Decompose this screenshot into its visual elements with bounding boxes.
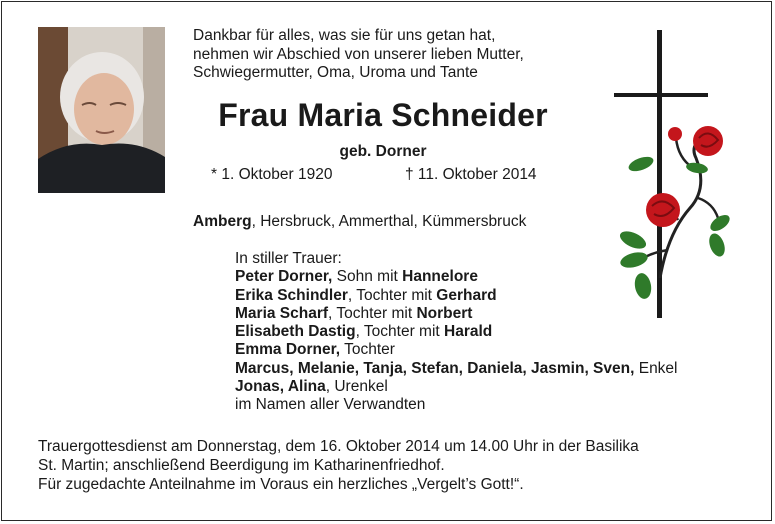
mourners-header: In stiller Trauer: <box>235 250 342 267</box>
places-line <box>193 213 526 231</box>
mourner-name: Jonas, Alina <box>235 378 326 396</box>
death-date: † 11. Oktober 2014 <box>405 166 537 183</box>
mourner-name: Erika Schindler <box>235 286 348 304</box>
intro-line: nehmen wir Abschied von unserer lieben Mutter, <box>193 45 524 63</box>
footer-text <box>38 437 738 494</box>
rose-icon <box>646 193 680 227</box>
leaf-icon <box>619 250 650 271</box>
mourner-partner: Gerhard <box>436 286 497 304</box>
footer-line: Trauergottesdienst am Donnerstag, dem 16. Oktober 2014 um 14.00 Uhr in der Basilika <box>38 438 639 455</box>
rose-icon <box>693 126 723 156</box>
mourner-partner: Norbert <box>416 304 473 322</box>
mourner-name: Emma Dorner, <box>235 341 341 359</box>
place-others: , Hersbruck, Ammerthal, Kümmersbruck <box>251 213 527 230</box>
mourner-relation: , Tochter mit <box>355 323 445 341</box>
leaf-icon <box>708 212 733 234</box>
mourner-relation: Tochter <box>340 341 395 359</box>
intro-text <box>193 27 568 83</box>
footer-line: Für zugedachte Anteilnahme im Voraus ein herzliches „Vergelt’s Gott!“. <box>38 476 524 493</box>
intro-line: Dankbar für alles, was sie für uns getan hat, <box>193 27 496 44</box>
mourner-relation: Enkel <box>634 359 678 377</box>
mourner-row <box>235 341 678 359</box>
mourner-row <box>235 360 678 378</box>
mourner-relation: , Tochter mit <box>328 304 417 322</box>
mourner-name: Maria Scharf <box>235 304 329 322</box>
mourner-partner: Hannelore <box>402 268 478 286</box>
cross-with-roses-icon <box>598 28 738 323</box>
mourner-relation: , Tochter mit <box>347 286 437 304</box>
leaf-icon <box>633 272 653 300</box>
deceased-name: Frau Maria Schneider <box>218 97 548 133</box>
mourner-row <box>235 378 678 396</box>
footer-line: St. Martin; anschließend Beerdigung im Katharinenfriedhof. <box>38 457 445 474</box>
mourner-row <box>235 323 678 341</box>
leaf-icon <box>706 231 727 258</box>
mourner-relation: , Urenkel <box>325 378 388 396</box>
portrait-photo <box>38 27 165 193</box>
mourner-partner: Harald <box>444 323 493 341</box>
leaf-icon <box>627 154 656 174</box>
mourner-relation: Sohn mit <box>332 268 403 286</box>
rose-bud-icon <box>668 127 682 141</box>
mourners-closing: im Namen aller Verwandten <box>235 396 426 414</box>
birth-date: * 1. Oktober 1920 <box>211 166 333 183</box>
place-main: Amberg <box>193 213 252 230</box>
intro-line: Schwiegermutter, Oma, Uroma und Tante <box>193 64 478 81</box>
cross-horizontal-beam <box>614 93 708 97</box>
leaf-icon <box>617 228 648 253</box>
birth-name: geb. Dorner <box>339 143 427 160</box>
mourner-name: Marcus, Melanie, Tanja, Stefan, Daniela, Jasmin, Sven, <box>235 359 635 377</box>
mourner-name: Elisabeth Dastig <box>235 323 356 341</box>
mourner-name: Peter Dorner, <box>235 268 333 286</box>
